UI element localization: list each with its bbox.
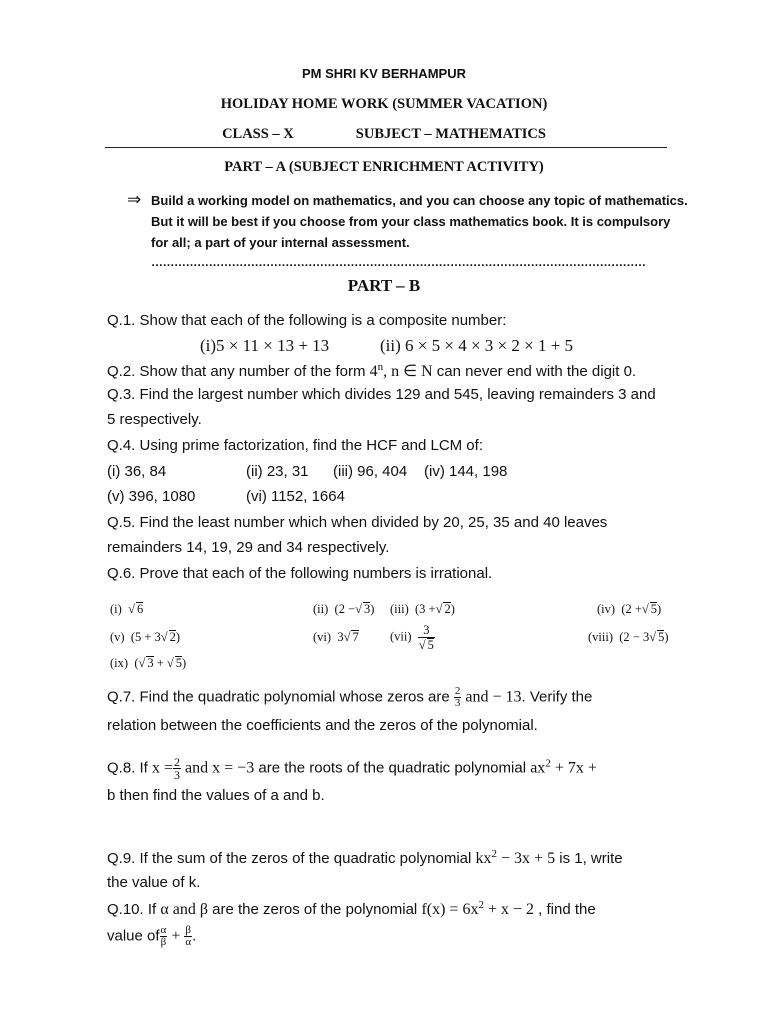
part-a-title: PART – A (SUBJECT ENRICHMENT ACTIVITY) — [224, 159, 544, 175]
q1-text: Q.1. Show that each of the following is a composite number: — [107, 312, 507, 329]
q1-expr-i: (i)5 × 11 × 13 + 13 — [200, 336, 330, 355]
q4-text: Q.4. Using prime factorization, find the HCF and LCM of: — [107, 437, 483, 454]
q4-iv: (iv) 144, 198 — [424, 463, 508, 480]
q4-vi: (vi) 1152, 1664 — [246, 488, 345, 505]
part-b-title: PART – B — [347, 276, 421, 295]
q2-text — [107, 361, 636, 381]
q6-item-iii: (iii) (3 +√ 2) — [390, 602, 455, 616]
header-divider — [105, 147, 667, 148]
q3-line-1: Q.3. Find the largest number which divides 129 and 545, leaving remainders 3 and — [107, 386, 656, 403]
q1-expr-ii: (ii) 6 × 5 × 4 × 3 × 2 × 1 + 5 — [380, 336, 574, 355]
implies-arrow-icon: ⇒ — [127, 190, 142, 209]
q9-line-1: Q.9. If the sum of the zeros of the quadratic polynomial $kx^2 - 3x + 5$ is 1, write — [107, 848, 623, 867]
q10-line-1: Q.10. If α and β are the zeros of the polynomial $f(x) = 6x^2 + x - 2$ , find the — [107, 899, 596, 918]
q6-item-ii: (ii) (2 −√ 3) — [313, 602, 375, 616]
class-label: CLASS – X — [222, 126, 294, 142]
q5-line-1: Q.5. Find the least number which when divided by 20, 25, 35 and 40 leaves — [107, 514, 608, 531]
q6-item-v: (v) (5 + 3√ 2) — [110, 630, 181, 644]
q6-item-i: (i) √ 6 — [110, 602, 144, 616]
class-subject-line — [0, 126, 768, 143]
q2-post: can never end with the digit 0. — [432, 363, 637, 380]
part-a-line-1: Build a working model on mathematics, and you can choose any topic of mathematics. — [151, 193, 688, 208]
q6-item-iv: (iv) (2 +√ 5) — [597, 602, 662, 616]
school-name: PM SHRI KV BERHAMPUR — [302, 66, 466, 81]
q10-line-2: value of $\frac{\alpha}{\beta}$ + $\frac{\beta}{\alpha}$ . — [107, 924, 197, 948]
q6-item-viii: (viii) (2 − 3√ 5) — [588, 630, 669, 644]
dotted-separator: ………………………………………………………………………………………………………………… — [151, 255, 646, 269]
q6-item-vi: (vi) 3√ 7 — [313, 630, 359, 644]
q2-exp: n — [377, 361, 384, 373]
q6-item-vii: (vii) $\frac{3}{√ 5}$ — [390, 623, 434, 652]
q7-line-2: relation between the coefficients and the zeros of the polynomial. — [107, 717, 538, 734]
part-a-line-3: for all; a part of your internal assessment. — [151, 235, 410, 250]
q2-pre: Q.2. Show that any number of the form — [107, 363, 370, 380]
q2-base: 4 — [369, 363, 378, 380]
subject-label: SUBJECT – MATHEMATICS — [355, 126, 546, 142]
homework-title: HOLIDAY HOME WORK (SUMMER VACATION) — [220, 96, 548, 112]
q5-line-2: remainders 14, 19, 29 and 34 respectively. — [107, 539, 390, 556]
q8-line-2: b then find the values of a and b. — [107, 787, 325, 804]
q2-set: , n ∈ N — [383, 363, 433, 380]
q4-i: (i) 36, 84 — [107, 463, 167, 480]
q8-line-1: Q.8. If x = $\frac{2}{3}$ and x = −3 are the roots of the quadratic polynomial $ax^2 + 7x$ + — [107, 755, 597, 782]
q4-ii: (ii) 23, 31 — [246, 463, 309, 480]
q6-item-ix: (ix) (√ 3 + √ 5) — [110, 656, 187, 670]
q9-line-2: the value of k. — [107, 874, 201, 891]
q6-text: Q.6. Prove that each of the following numbers is irrational. — [107, 565, 493, 582]
q3-line-2: 5 respectively. — [107, 411, 202, 428]
q4-v: (v) 396, 1080 — [107, 488, 196, 505]
q4-iii: (iii) 96, 404 — [333, 463, 408, 480]
part-a-line-2: But it will be best if you choose from your class mathematics book. It is compulsory — [151, 214, 671, 229]
q7-line-1: Q.7. Find the quadratic polynomial whose zeros are $\frac{2}{3}$ and − 13. Verify the — [107, 685, 593, 709]
